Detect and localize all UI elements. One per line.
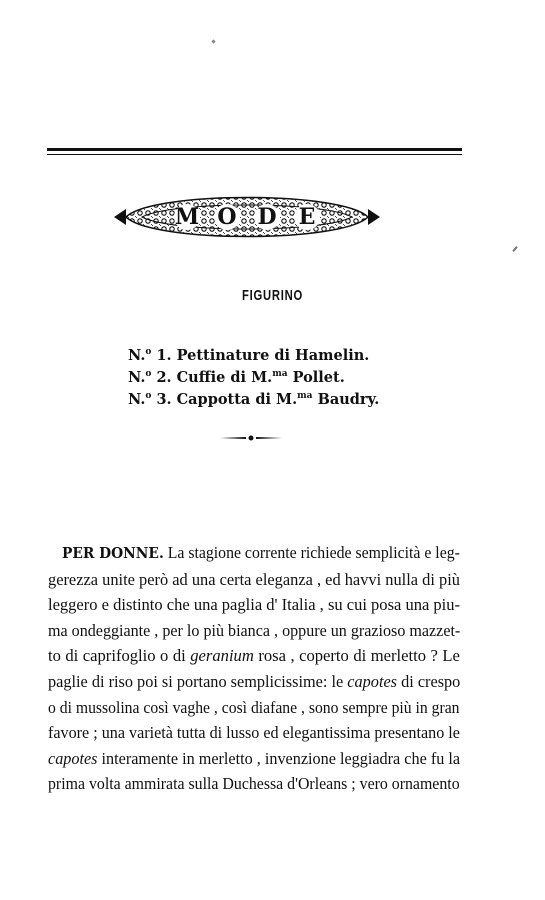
text-run: La stagione corrente richiede semplicità e leg-: [163, 543, 460, 562]
italic-term: capotes: [48, 748, 98, 768]
text-line: [48, 695, 460, 721]
dash-ornament-icon: [218, 432, 284, 444]
text-run: ma ondeggiante , per lo più bianca , oppure un grazioso mazzet-: [48, 620, 461, 640]
text-run: o di mussolina così vaghe , così diafane , sono sempre più in gran: [48, 697, 460, 717]
article-body: [48, 540, 460, 797]
item-number: N.: [128, 390, 146, 408]
banner-letter: O: [214, 204, 240, 230]
text-line: [48, 669, 460, 695]
article-lead: PER DONNE.: [62, 545, 164, 562]
text-line: [48, 746, 460, 772]
mode-banner: [112, 193, 382, 241]
item-text: 2. Cuffie di M.: [151, 368, 273, 386]
text-run: interamente in merletto , invenzione leggiadra che fu la: [97, 748, 461, 768]
text-run: gerezza unite però ad una certa eleganza , ed havvi nulla di più: [48, 569, 460, 589]
text-run: di crespo: [397, 671, 461, 691]
item-number: N.: [128, 346, 146, 364]
item-number: N.: [128, 368, 146, 386]
figurino-list: [128, 343, 379, 408]
text-run: leggero e distinto che una paglia d' Italia , su cui posa una piu-: [48, 595, 461, 615]
banner-letter: E: [294, 204, 320, 230]
banner-letter: D: [254, 204, 280, 230]
section-heading: FIGURINO: [241, 287, 304, 304]
page-speck: [512, 246, 517, 252]
header-rule-thin: [47, 154, 462, 155]
text-line: [48, 720, 460, 746]
item-number-sup: o: [145, 347, 152, 357]
banner-letter: M: [174, 204, 200, 230]
item-number-sup: o: [145, 368, 152, 379]
item-text: Baudry.: [312, 390, 380, 408]
text-line: [48, 618, 460, 644]
header-rule-thick: [47, 148, 462, 151]
item-number-sup: o: [145, 390, 152, 401]
italic-term: capotes: [347, 671, 398, 691]
text-run: rosa , coperto di merletto ? Le: [253, 646, 460, 666]
text-run: favore ; una varietà tutta di lusso ed elegantissima presentano le: [48, 723, 460, 743]
title-sup: ma: [272, 368, 288, 379]
text-run: prima volta ammirata sulla Duchessa d'Orleans ; vero ornamento: [48, 774, 460, 794]
figurino-item: [128, 343, 379, 365]
item-text: 3. Cappotta di M.: [151, 390, 298, 408]
text-line: [48, 592, 460, 618]
text-run: paglie di riso poi si portano semplicissime: le: [48, 671, 348, 691]
text-line: [48, 567, 460, 593]
text-line: [48, 771, 460, 797]
text-line: [48, 643, 460, 669]
text-line: [48, 540, 460, 567]
page-speck: [211, 39, 215, 43]
item-text: 1. Pettinature di Hamelin.: [151, 346, 370, 364]
item-text: Pollet.: [287, 368, 345, 386]
figurino-item: [128, 387, 379, 409]
italic-term: geranium: [190, 646, 254, 666]
text-run: to di caprifoglio o di: [48, 646, 191, 666]
title-sup: ma: [297, 390, 313, 401]
figurino-item: [128, 365, 379, 387]
